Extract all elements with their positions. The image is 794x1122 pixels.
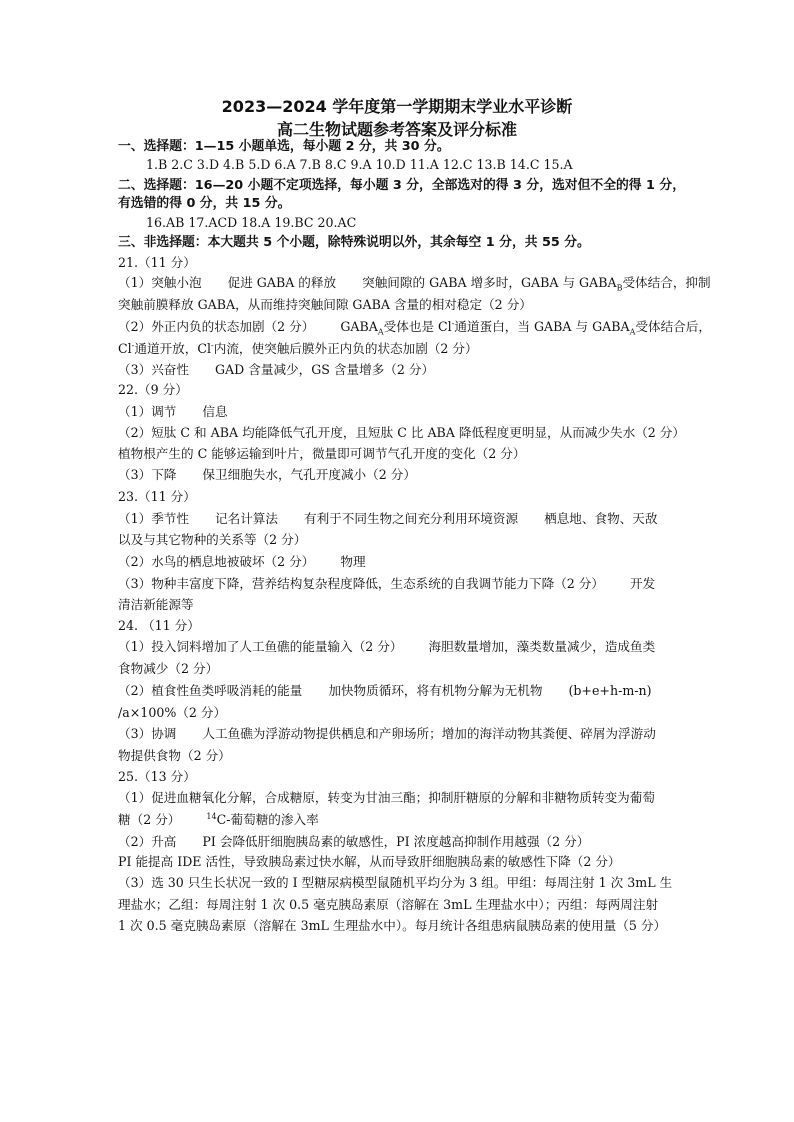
q22-line4 (118, 466, 416, 484)
section1-answers: 1.B 2.C 3.D 4.B 5.D 6.A 7.B 8.C 9.A 10.D 11.A 12.C 13.B 14.C 15.A (146, 157, 573, 172)
q25-answer-2a: （2）升高 (118, 834, 177, 849)
q23-answer-3a: （3）物种丰富度下降，营养结构复杂程度降低，生态系统的自我调节能力下降（2 分） (118, 576, 604, 591)
q21-line3 (118, 318, 711, 336)
q21-answer-3b: GAD 含量减少，GS 含量增多（2 分） (215, 362, 435, 377)
q24-answer-2a: （2）植食性鱼类呼吸消耗的能量 (118, 683, 303, 698)
q23-answer-1c: 有利于不同生物之间充分利用环境资源 (303, 511, 519, 526)
q22-line2: （2）短肽 C 和 ABA 均能降低气孔开度，且短肽 C 比 ABA 降低程度更明显，从而减少失水（2 分） (118, 425, 685, 440)
q21-cl-1: Cl (118, 341, 132, 356)
q21-line1 (118, 274, 711, 292)
section2-heading-line1: 二、选择题：16—20 小题不定项选择，每小题 3 分，全部选对的得 3 分，选对但不全的得 1 分， (118, 178, 685, 193)
q23-label: 23.（11 分） (118, 489, 196, 504)
q21-sub-a: A (377, 327, 384, 337)
q25-line6: 理盐水；乙组：每周注射 1 次 0.5 毫克胰岛素原（溶解在 3mL 生理盐水中）；丙组：每两周注射 (118, 897, 659, 912)
q21-sup-minus3: - (211, 340, 214, 350)
q21-line4-rest: 内流，使突触后膜外正内负的状态加剧（2 分） (213, 341, 478, 356)
q24-answer-3a: （3）协调 (118, 726, 177, 741)
q23-answer-1b: 记名计算法 (215, 511, 278, 526)
q21-answer-1b: 促进 GABA 的释放 (227, 275, 337, 290)
q23-answer-1d: 栖息地、食物、天敌 (544, 511, 658, 526)
q21-sup-minus2: - (131, 340, 135, 350)
q21-answer-2d: 通道蛋白，当 GABA 与 GABA (454, 319, 630, 334)
q25-answer-2b: PI 会降低肝细胞胰岛素的敏感性，PI 浓度越高抑制作用越强（2 分） (202, 834, 590, 849)
q24-answer-1b: 海胆数量增加，藻类数量减少，造成鱼类 (428, 639, 656, 654)
q24-line3 (118, 682, 652, 700)
document-subtitle: 高二生物试题参考答案及评分标准 (276, 120, 517, 139)
q23-line1 (118, 510, 657, 528)
q21-answer-2a: （2）外正内负的状态加剧（2 分） (118, 319, 315, 334)
q23-line2: 以及与其它物种的关系等（2 分） (118, 532, 307, 547)
q25-label: 25.（13 分） (118, 769, 196, 784)
q21-sup-minus: - (451, 318, 455, 328)
q21-answer-2b: GABA (340, 319, 378, 334)
q23-answer-3b: 开发 (630, 576, 656, 591)
q21-line5 (118, 361, 434, 379)
q22-answer-3a: （3）下降 (118, 467, 177, 482)
q21-cl-2: 通道开放，Cl (134, 341, 212, 356)
q24-answer-2c: (b+e+h-m-n) (568, 683, 652, 698)
q24-line5 (118, 725, 656, 743)
q21-answer-1c: 突触间隙的 GABA 增多时，GABA 与 GABA (362, 275, 617, 290)
q25-line3 (118, 833, 589, 851)
q23-answer-1a: （1）季节性 (118, 511, 189, 526)
q25-answer-1a: 糖（2 分） (118, 812, 181, 827)
q25-answer-1b: C-葡萄糖的渗入率 (216, 812, 319, 827)
q22-answer-1a: （1）调节 (118, 404, 177, 419)
document-title: 2023—2024 学年度第一学期期末学业水平诊断 (221, 97, 573, 116)
section2-answers: 16.AB 17.ACD 18.A 19.BC 20.AC (146, 215, 357, 230)
q23-line4 (118, 575, 655, 593)
q24-label: 24. （11 分） (118, 618, 200, 633)
q25-sup-14: 14 (206, 811, 217, 821)
q25-line2 (118, 811, 319, 829)
section1-heading: 一、选择题：1—15 小题单选，每小题 2 分，共 30 分。 (118, 139, 450, 154)
q24-answer-3b: 人工鱼礁为浮游动物提供栖息和产卵场所；增加的海洋动物其粪便、碎屑为浮游动 (202, 726, 656, 741)
q21-sub-a2: A (629, 327, 636, 337)
q24-line4: /a×100%（2 分） (118, 705, 227, 720)
q24-line2: 食物减少（2 分） (118, 661, 219, 676)
q21-answer-1d: 受体结合，抑制 (622, 275, 711, 290)
q22-answer-1b: 信息 (202, 404, 228, 419)
q21-line2: 突触前膜释放 GABA，从而维持突触间隙 GABA 含量的相对稳定（2 分） (118, 297, 532, 312)
q23-answer-2a: （2）水鸟的栖息地被破坏（2 分） (118, 554, 315, 569)
q23-line5: 清洁新能源等 (118, 597, 194, 612)
q24-answer-1a: （1）投入饲料增加了人工鱼礁的能量输入（2 分） (118, 639, 403, 654)
q21-answer-2c: 受体也是 Cl (383, 319, 452, 334)
q23-line3 (118, 553, 366, 571)
section3-heading: 三、非选择题：本大题共 5 个小题，除特殊说明以外，其余每空 1 分，共 55 分。 (118, 235, 590, 250)
q25-line1: （1）促进血糖氧化分解，合成糖原，转变为甘油三酯；抑制肝糖原的分解和非糖物质转变为葡萄 (118, 790, 655, 805)
q22-line1 (118, 403, 228, 421)
q22-line3: 植物根产生的 C 能够运输到叶片，微量即可调节气孔开度的变化（2 分） (118, 446, 526, 461)
q22-label: 22.（9 分） (118, 382, 188, 397)
q24-answer-2b: 加快物质循环，将有机物分解为无机物 (328, 683, 543, 698)
q25-line7: 1 次 0.5 毫克胰岛素原（溶解在 3mL 生理盐水中）。每月统计各组患病鼠胰岛素的使用量（5 分） (118, 918, 667, 933)
q21-sub-b: B (616, 283, 623, 293)
q24-line6: 物提供食物（2 分） (118, 748, 231, 763)
q24-line1 (118, 638, 655, 656)
q21-answer-1a: （1）突触小泡 (118, 275, 202, 290)
q22-answer-3b: 保卫细胞失水，气孔开度减小（2 分） (202, 467, 416, 482)
q21-answer-3a: （3）兴奋性 (118, 362, 189, 377)
q21-answer-2e: 受体结合后， (635, 319, 711, 334)
q23-answer-2b: 物理 (340, 554, 366, 569)
q21-line4 (118, 340, 478, 358)
q25-line4: PI 能提高 IDE 活性，导致胰岛素过快水解，从而导致肝细胞胰岛素的敏感性下降（2 分） (118, 854, 621, 869)
section2-heading-line2: 有选错的得 0 分，共 15 分。 (118, 196, 291, 211)
q21-label: 21.（11 分） (118, 255, 196, 270)
q25-line5: （3）选 30 只生长状况一致的 I 型糖尿病模型鼠随机平均分为 3 组。甲组：每周注射 1 次 3mL 生 (118, 875, 673, 890)
